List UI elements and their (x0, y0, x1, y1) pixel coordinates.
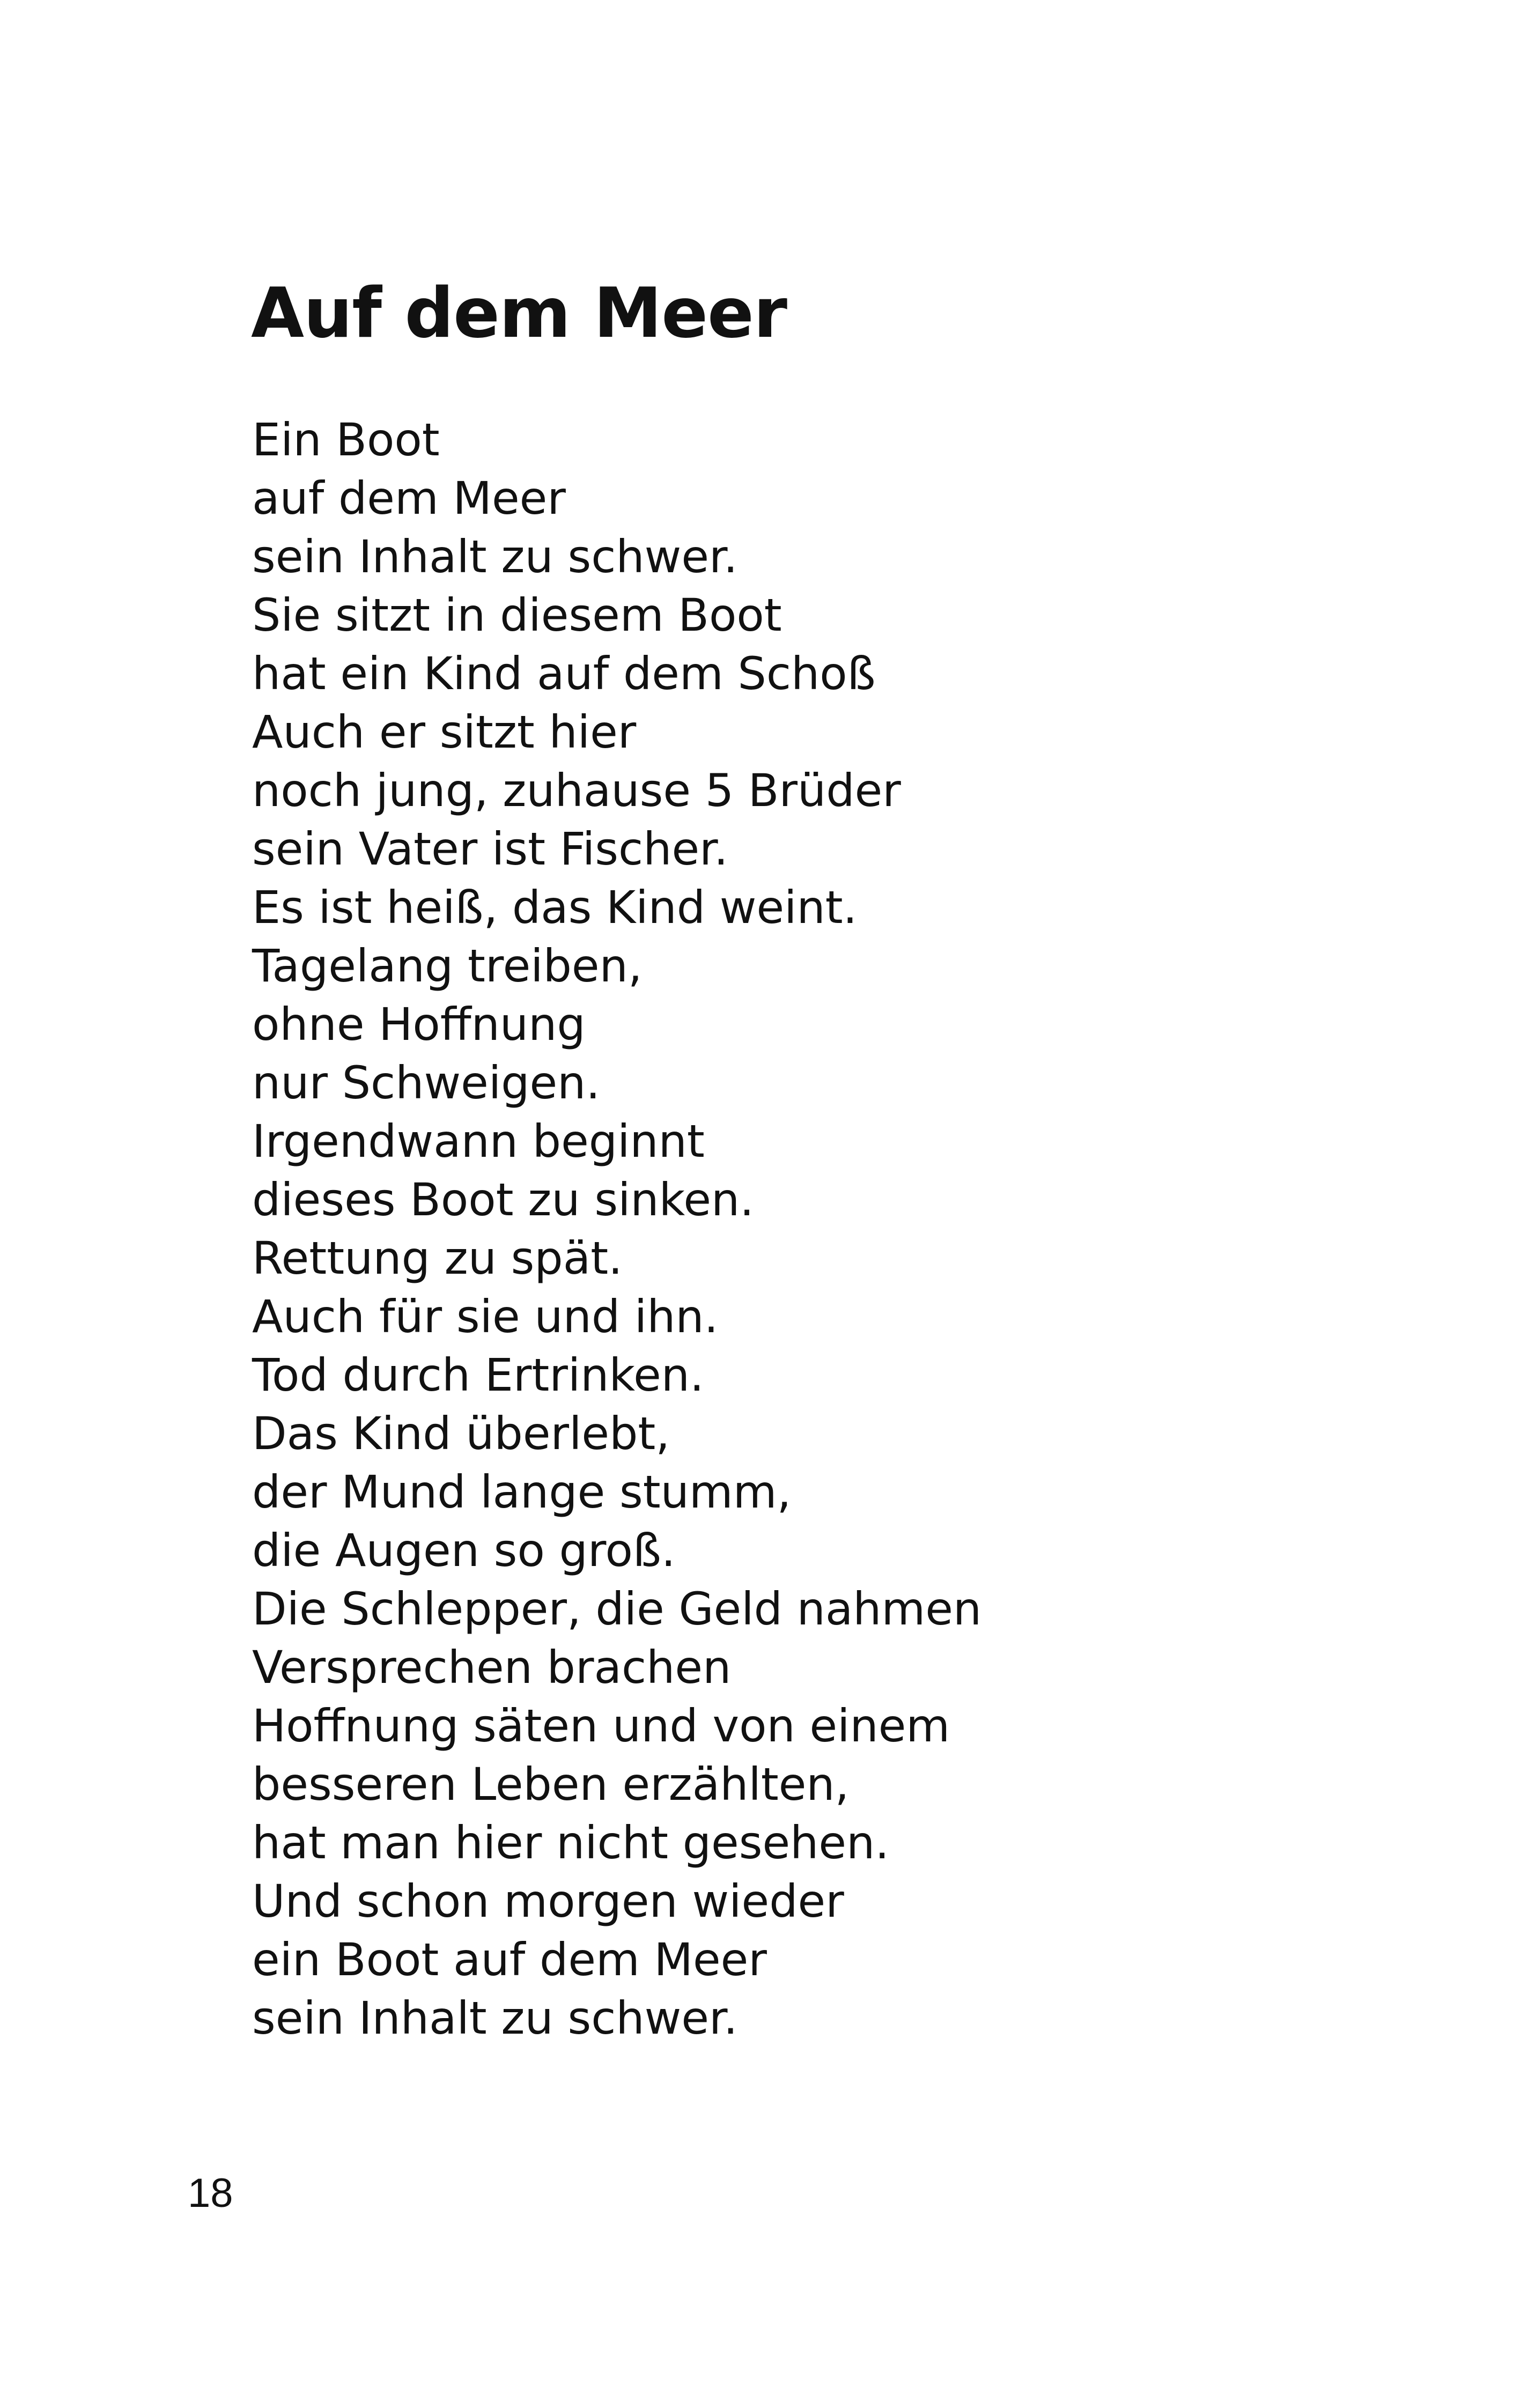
page-number: 18 (188, 2170, 233, 2216)
poem-line: hat man hier nicht gesehen. (252, 1816, 890, 1869)
poem-line: Tagelang treiben, (252, 940, 643, 992)
poem-line: Ein Boot (252, 413, 440, 466)
poem-line: Versprechen brachen (252, 1641, 732, 1694)
poem-line: noch jung, zuhause 5 Brüder (252, 764, 901, 817)
poem-line: auf dem Meer (252, 472, 566, 525)
poem-line: Sie sitzt in diesem Boot (252, 589, 782, 641)
poem-line: Tod durch Ertrinken. (252, 1349, 704, 1401)
poem-line: dieses Boot zu sinken. (252, 1173, 754, 1226)
poem-line: sein Vater ist Fischer. (252, 823, 728, 875)
poem-line: ein Boot auf dem Meer (252, 1933, 767, 1986)
poem-line: Irgendwann beginnt (252, 1115, 705, 1168)
poem-line: Auch er sitzt hier (252, 706, 637, 758)
poem-line: hat ein Kind auf dem Schoß (252, 647, 876, 700)
poem-line: sein Inhalt zu schwer. (252, 1992, 738, 2044)
poem-line: der Mund lange stumm, (252, 1466, 792, 1518)
poem-line: Das Kind überlebt, (252, 1407, 670, 1460)
poem-line: besseren Leben erzählten, (252, 1758, 850, 1811)
poem-line: Auch für sie und ihn. (252, 1290, 719, 1343)
poem-line: Rettung zu spät. (252, 1232, 623, 1284)
poem-title: Auf dem Meer (251, 274, 787, 353)
poem-line: Es ist heiß, das Kind weint. (252, 881, 858, 934)
poem-line: nur Schweigen. (252, 1057, 601, 1109)
poem-line: ohne Hoffnung (252, 998, 586, 1051)
poem-line: Und schon morgen wieder (252, 1875, 844, 1927)
poem-line: Die Schlepper, die Geld nahmen (252, 1583, 982, 1635)
poem-body (252, 411, 981, 2048)
poem-line: die Augen so groß. (252, 1524, 676, 1577)
poem-line: sein Inhalt zu schwer. (252, 530, 738, 583)
poem-line: Hoffnung säten und von einem (252, 1700, 950, 1752)
